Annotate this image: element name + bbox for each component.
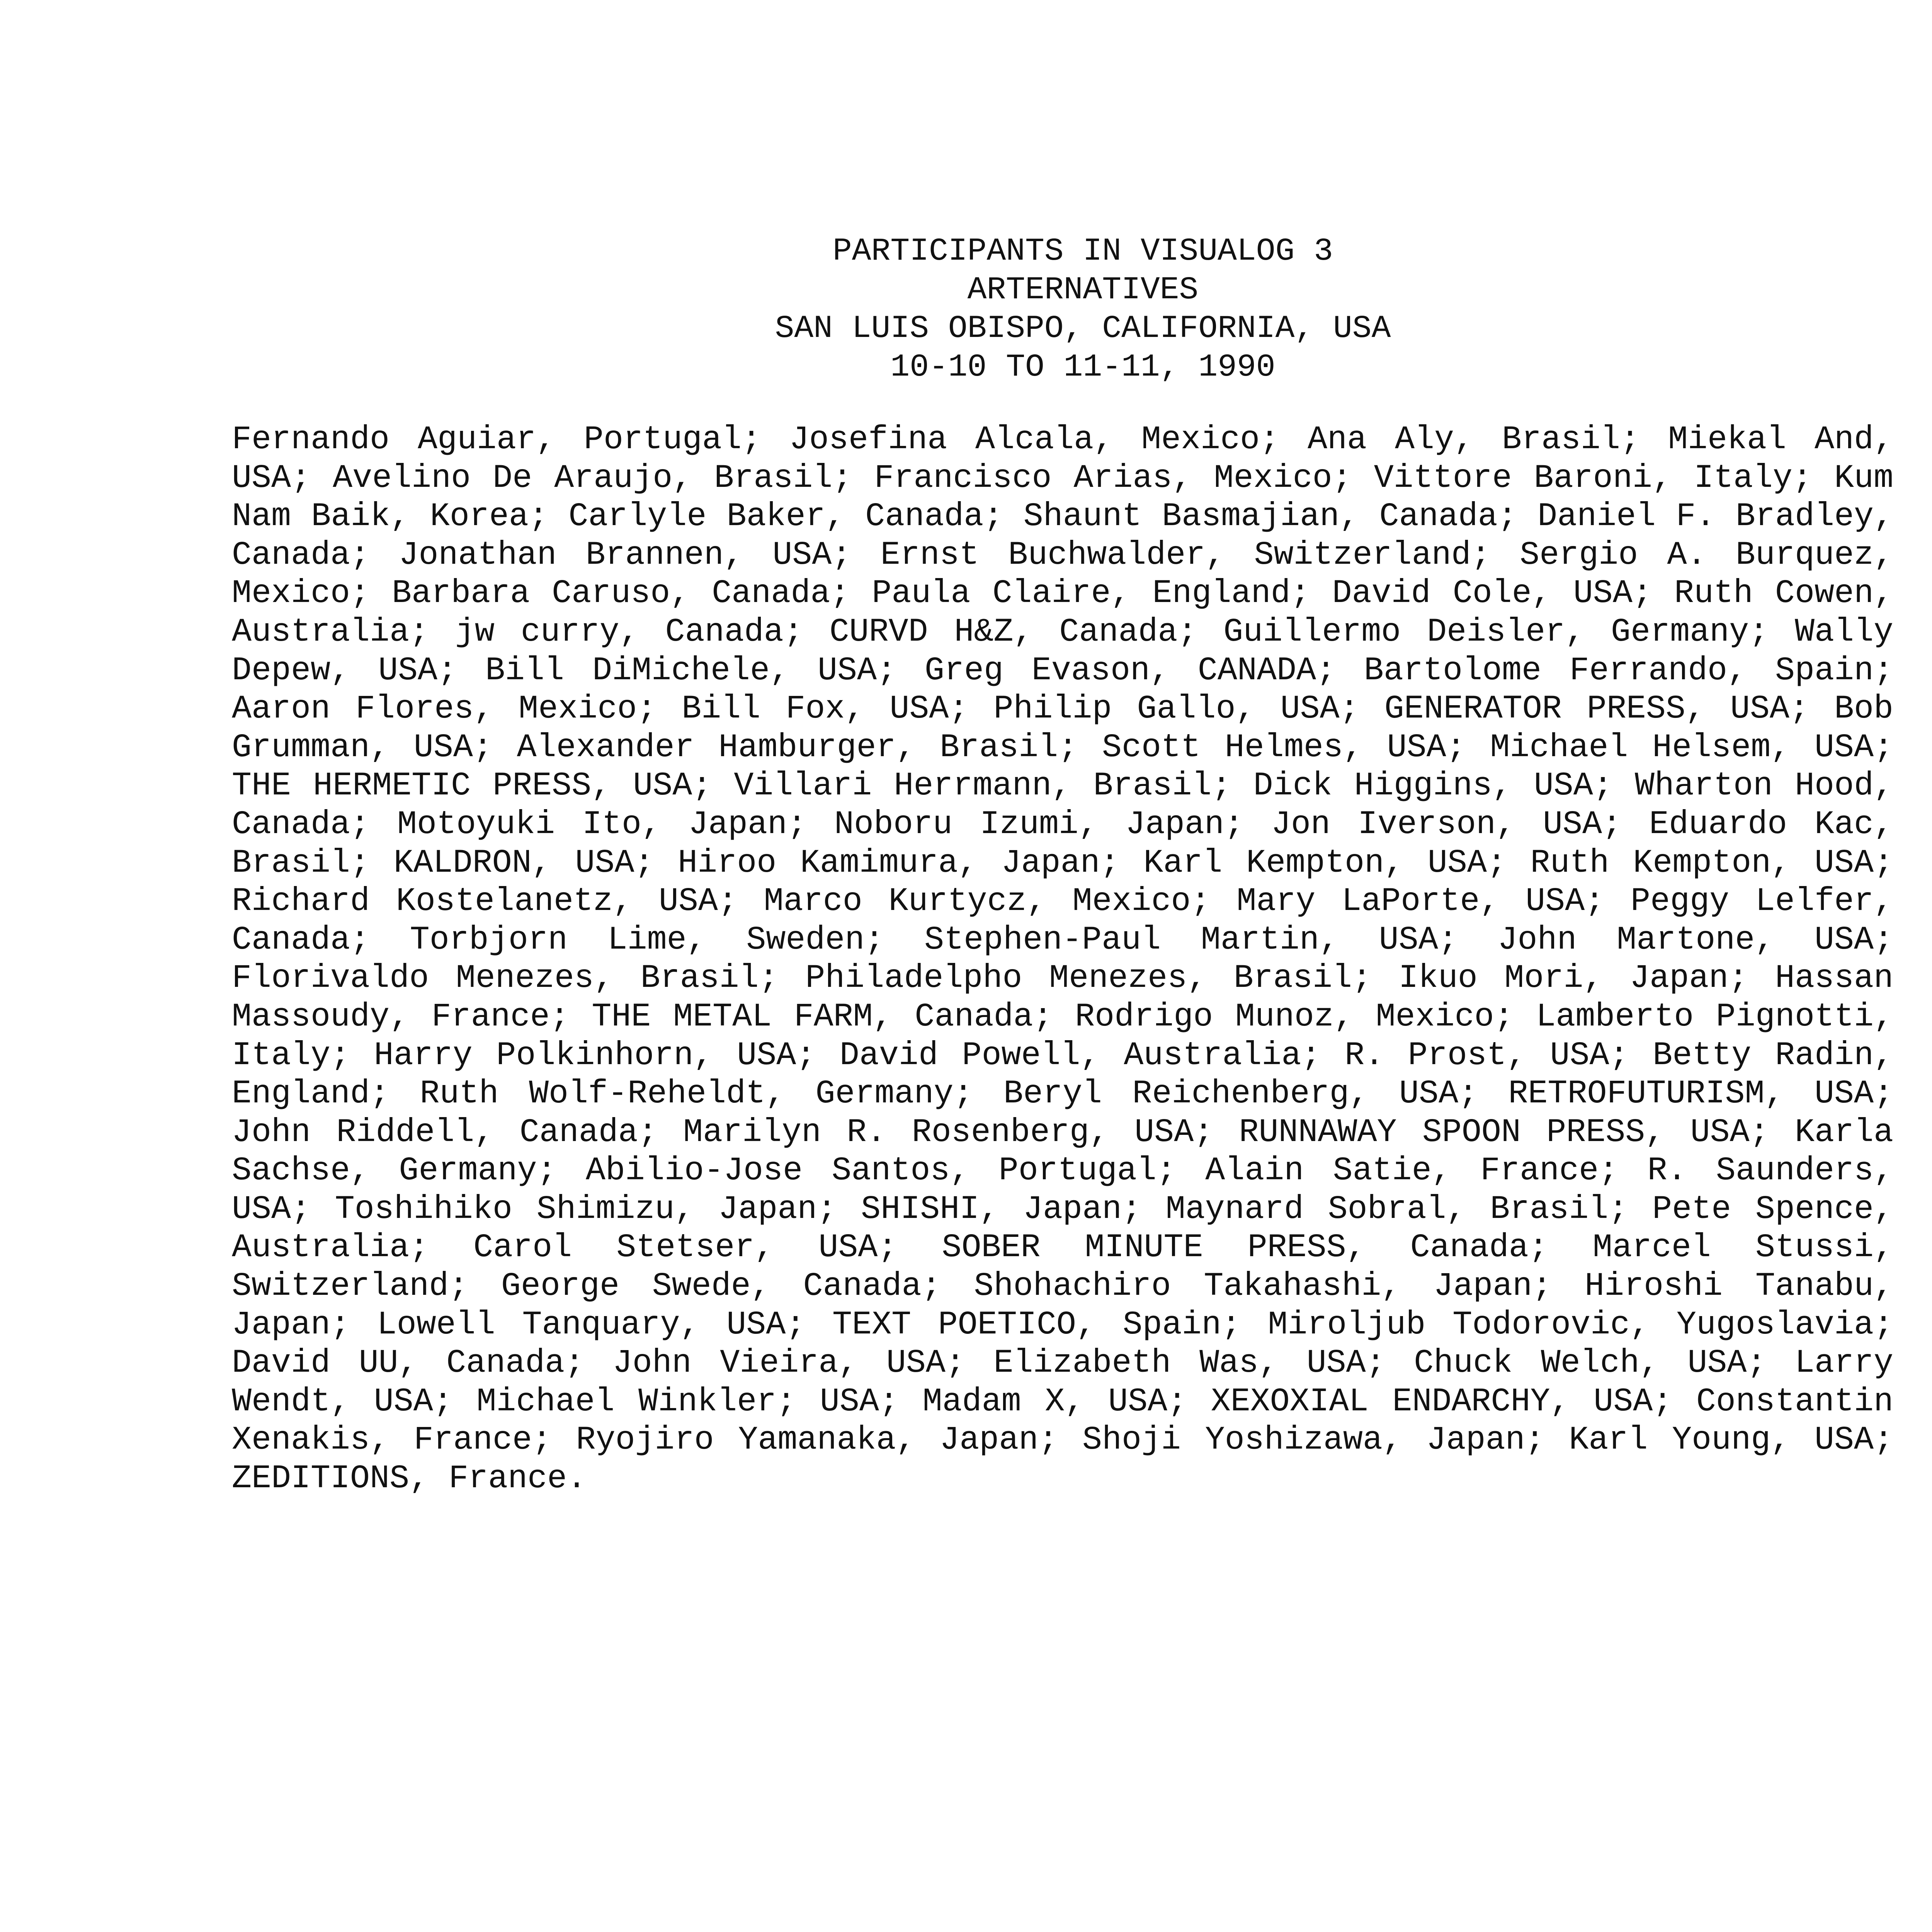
participants-list: Fernando Aguiar, Portugal; Josefina Alcala, Mexico; Ana Aly, Brasil; Miekal And, USA; Avelino De Araujo, Brasil; Francisco Arias, Mexico; Vittore Baroni, Italy; Kum Nam Baik, Korea; Carlyle Baker, Canada; Shaunt Basmajian, Canada; Daniel F. Bradley, Canada; Jonathan Brannen, USA; Ernst Buchwalder, Switzerland; Sergio A. Burquez, Mexico; Barbara Caruso, Canada; Paula Claire, England; David Cole, USA; Ruth Cowen, Australia; jw curry, Canada; CURVD H&Z, Canada; Guillermo Deisler, Germany; Wally Depew, USA; Bill DiMichele, USA; Greg Evason, CANADA; Bartolome Ferrando, Spain; Aaron Flores, Mexico; Bill Fox, USA; Philip Gallo, USA; GENERATOR PRESS, USA; Bob Grumman, USA; Alexander Hamburger, Brasil; Scott Helmes, USA; Michael Helsem, USA; THE HERMETIC PRESS, USA; Villari Herrmann, Brasil; Dick Higgins, USA; Wharton Hood, Canada; Motoyuki Ito, Japan; Noboru Izumi, Japan; Jon Iverson, USA; Eduardo Kac, Brasil; KALDRON, USA; Hiroo Kamimura, Japan; Karl Kempton, USA; Ruth Kempton, USA; Richard Kostelanetz, USA; Marco Kurtycz, Mexico; Mary LaPorte, USA; Peggy Lelfer, Canada; Torbjorn Lime, Sweden; Stephen-Paul Martin, USA; John Martone, USA; Florivaldo Menezes, Brasil; Philadelpho Menezes, Brasil; Ikuo Mori, Japan; Hassan Massoudy, France; THE METAL FARM, Canada; Rodrigo Munoz, Mexico; Lamberto Pignotti, Italy; Harry Polkinhorn, USA; David Powell, Australia; R. Prost, USA; Betty Radin, England; Ruth Wolf-Reheldt, Germany; Beryl Reichenberg, USA; RETROFUTURISM, USA; John Riddell, Canada; Marilyn R. Rosenberg, USA; RUNNAWAY SPOON PRESS, USA; Karla Sachse, Germany; Abilio-Jose Santos, Portugal; Alain Satie, France; R. Saunders, USA; Toshihiko Shimizu, Japan; SHISHI, Japan; Maynard Sobral, Brasil; Pete Spence, Australia; Carol Stetser, USA; SOBER MINUTE PRESS, Canada; Marcel Stussi, Switzerland; George Swede, Canada; Shohachiro Takahashi, Japan; Hiroshi Tanabu, Japan; Lowell Tanquary, USA; TEXT POETICO, Spain; Miroljub Todorovic, Yugoslavia; David UU, Canada; John Vieira, USA; Elizabeth Was, USA; Chuck Welch, USA; Larry Wendt, USA; Michael Winkler; USA; Madam X, USA; XEXOXIAL ENDARCHY, USA; Constantin Xenakis, France; Ryojiro Yamanaka, Japan; Shoji Yoshizawa, Japan; Karl Young, USA; ZEDITIONS, France. — [232, 421, 1893, 1498]
page-header — [0, 232, 1932, 386]
header-dates: 10-10 TO 11-11, 1990 — [890, 349, 1276, 385]
header-subtitle: ARTERNATIVES — [967, 272, 1199, 308]
header-location: SAN LUIS OBISPO, CALIFORNIA, USA — [775, 310, 1391, 347]
header-title: PARTICIPANTS IN VISUALOG 3 — [832, 233, 1333, 269]
